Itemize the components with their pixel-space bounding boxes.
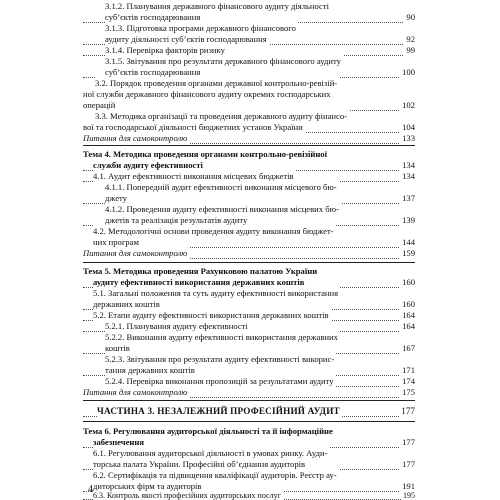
toc-text: операцій [83,100,116,110]
toc-page: 175 [402,387,415,397]
toc-text: торська палата України. Професійні об’єднання аудиторів [93,459,306,469]
toc-text: 6.2. Сертифікація та підвищення кваліфікації аудиторів. Реєстр ау- [93,470,337,480]
toc-text: джетів та реалізація результатів аудиту [105,215,248,225]
toc-page: 144 [402,237,415,247]
toc-text: 3.1.2. Планування державного фінансового аудиту діяльності [105,1,330,11]
toc-page: 92 [406,34,415,44]
toc-line [83,491,415,500]
toc-text: ЧАСТИНА 3. НЕЗАЛЕЖНИЙ ПРОФЕСІЙНИЙ АУДИТ [97,406,340,416]
toc-page: 134 [402,160,415,170]
page-number: 4 [88,484,93,495]
toc-text: 3.1.4. Перевірка факторів ризику [105,45,225,55]
toc-page: 164 [402,310,415,320]
toc-page: 160 [402,277,415,287]
toc-line [83,386,415,398]
toc-page: 102 [402,100,415,110]
toc-text: державних коштів [93,299,160,309]
toc-text: Тема 4. Методика проведення органами контрольно-ревізійної [83,149,327,159]
section-rule [83,421,415,422]
toc-text: Питання для самоконтролю [83,248,188,258]
toc-text: Питання для самоконтролю [83,133,188,143]
toc-text: 5.2.1. Планування аудиту ефективності [105,321,248,331]
toc-text: аудиту ефективності використання державних коштів [93,277,305,287]
toc-text: 3.1.5. Звітування про результати державного фінансового аудиту [105,56,341,66]
toc-text: 5.2.2. Виконання аудиту ефективності використання державних [105,332,338,342]
toc-text: 3.2. Порядок проведення органами державної контрольно-ревізій- [95,78,338,88]
toc-text: 5.2. Етапи аудиту ефективності використання державних коштів [93,310,329,320]
toc-text: вої та господарської діяльності бюджетних установ України [83,122,303,132]
toc-page: 99 [406,45,415,55]
toc-page: 139 [402,215,415,225]
toc-text: ної служби державного фінансового аудиту окремих господарських [83,89,331,99]
toc-text: 6.3. Контроль якості професійних аудиторських послуг [93,491,281,500]
toc-line [83,132,415,144]
toc-page: 191 [402,481,415,491]
toc-page: 177 [402,437,415,447]
toc-text: них програм [93,237,139,247]
toc-text: Питання для самоконтролю [83,387,188,397]
toc-text: джету [105,193,127,203]
toc-page: 133 [402,133,415,143]
toc-page: 174 [402,376,415,386]
toc-page: 90 [406,12,415,22]
toc-page: 177 [401,406,415,416]
toc-text: 6.1. Регулювання аудиторської діяльності в умовах ринку. Ауди- [93,448,328,458]
section-rule [83,145,415,146]
toc-text: 4.1.2. Проведення аудиту ефективності виконання місцевих бю- [105,204,339,214]
toc-text: служби аудиту ефективності [93,160,203,170]
section-rule [83,400,415,401]
toc-text: 4.1. Аудит ефективності виконання місцевих бюджетів [93,171,294,181]
toc-text: аудиту діяльності суб’єктів господарювання [105,34,267,44]
toc-text: 4.1.1. Попередній аудит ефективності виконання місцевого бю- [105,182,337,192]
toc-text: забезпечення [93,437,144,447]
toc-text: суб’єктів господарювання [105,12,201,22]
toc-page: 160 [402,299,415,309]
toc-text: 5.2.3. Звітування про результати аудиту ефективності викорис- [105,354,335,364]
toc-page: 167 [402,343,415,353]
toc-text: 4.2. Методологічні основи проведення аудиту виконання бюджет- [93,226,334,236]
toc-page: 104 [402,122,415,132]
toc-part-heading [83,405,415,417]
toc-page: 164 [402,321,415,331]
toc-text: тання державних коштів [105,365,195,375]
toc-text: суб’єктів господарювання [105,67,201,77]
toc-text: 5.2.4. Перевірка виконання пропозицій за результатами аудиту [105,376,334,386]
toc-text: 3.3. Методика організації та проведення державного аудиту фінансо- [95,111,347,121]
toc-page: 159 [402,248,415,258]
toc-text: диторських фірм та аудиторів [93,481,202,491]
section-rule [83,262,415,263]
toc-page: 177 [402,459,415,469]
toc-page: 134 [402,171,415,181]
toc-page: 195 [403,491,415,500]
toc-page: 171 [402,365,415,375]
toc-text: Тема 6. Регулювання аудиторської діяльності та її інформаційне [83,426,333,436]
toc-text: коштів [105,343,130,353]
toc-text: Тема 5. Методика проведення Рахунковою палатою України [83,266,318,276]
toc-page: 137 [402,193,415,203]
toc-text: 5.1. Загальні положення та суть аудиту ефективності використання [93,288,339,298]
toc-line [83,247,415,259]
toc-page: 100 [402,67,415,77]
toc-text: 3.1.3. Підготовка програми державного фінансового [105,23,296,33]
